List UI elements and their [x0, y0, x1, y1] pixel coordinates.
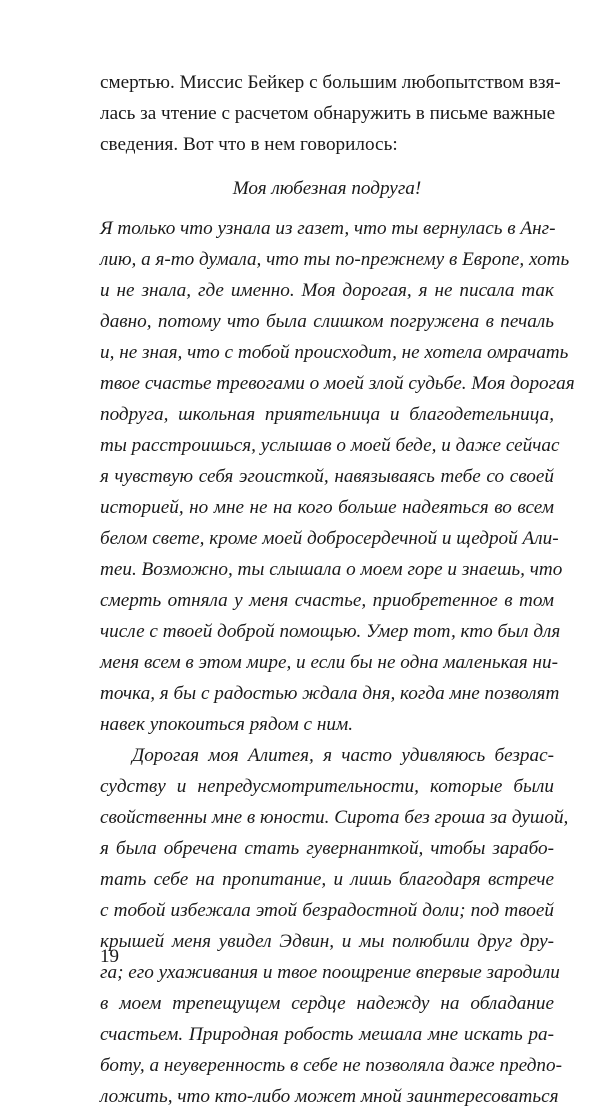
- letter-line: счастьем. Природная робость мешала мне искать ра-: [100, 1024, 554, 1045]
- letter-line: Я только что узнала из газет, что ты вернулась в Анг-: [100, 218, 556, 239]
- intro-paragraph: [100, 67, 561, 160]
- letter-line: белом свете, кроме моей добросердечной и щедрой Али-: [100, 528, 559, 549]
- letter-line: боту, а неуверенность в себе не позволяла даже предпо-: [100, 1055, 563, 1076]
- intro-line: лась за чтение с расчетом обнаружить в письме важные: [100, 103, 556, 124]
- letter-line: меня всем в этом мире, и если бы не одна маленькая ни-: [100, 652, 558, 673]
- letter-line: крышей меня увидел Эдвин, и мы полюбили друг дру-: [100, 931, 554, 952]
- letter-body: [100, 213, 575, 1112]
- letter-line: смерть отняла у меня счастье, приобретенное в том: [100, 590, 554, 611]
- letter-line: с тобой избежала этой безрадостной доли; под твоей: [100, 900, 554, 921]
- letter-line: судству и непредусмотрительности, которые были: [100, 776, 554, 797]
- page-number: 19: [100, 946, 119, 967]
- letter-line: и, не зная, что с тобой происходит, не хотела омрачать: [100, 342, 569, 363]
- letter-line: твое счастье тревогами о моей злой судьбе. Моя дорогая: [100, 373, 575, 394]
- letter-line: тать себе на пропитание, и лишь благодаря встрече: [100, 869, 554, 890]
- letter-line: в моем трепещущем сердце надежду на обладание: [100, 993, 554, 1014]
- letter-line: га; его ухаживания и твое поощрение впервые зародили: [100, 962, 560, 983]
- letter-line: свойственны мне в юности. Сирота без гроша за душой,: [100, 807, 569, 828]
- letter-line: лию, а я-то думала, что ты по-прежнему в Европе, хоть: [100, 249, 570, 270]
- letter-line: ложить, что кто-либо может мной заинтересоваться: [100, 1086, 559, 1107]
- letter-salutation: Моя любезная подруга!: [232, 178, 422, 199]
- letter-line: и не знала, где именно. Моя дорогая, я не писала так: [100, 280, 554, 301]
- intro-line: сведения. Вот что в нем говорилось:: [100, 134, 398, 155]
- letter-line: ты расстроишься, услышав о моей беде, и даже сейчас: [100, 435, 560, 456]
- letter-line: подруга, школьная приятельница и благодетельница,: [100, 404, 554, 425]
- letter-line: Дорогая моя Алитея, я часто удивляюсь безрас-: [132, 745, 554, 766]
- letter-line: числе с твоей доброй помощью. Умер тот, кто был для: [100, 621, 561, 642]
- letter-line: я чувствую себя эгоисткой, навязываясь тебе со своей: [100, 466, 554, 487]
- letter-line: историей, но мне не на кого больше надеяться во всем: [100, 497, 554, 518]
- letter-line: давно, потому что была слишком погружена в печаль: [100, 311, 554, 332]
- letter-line: точка, я бы с радостью ждала дня, когда мне позволят: [100, 683, 560, 704]
- letter-line: навек упокоиться рядом с ним.: [100, 714, 354, 735]
- letter-line: теи. Возможно, ты слышала о моем горе и знаешь, что: [100, 559, 563, 580]
- intro-line: смертью. Миссис Бейкер с большим любопытством взя-: [100, 72, 561, 93]
- letter-line: я была обречена стать гувернанткой, чтобы зарабо-: [100, 838, 554, 859]
